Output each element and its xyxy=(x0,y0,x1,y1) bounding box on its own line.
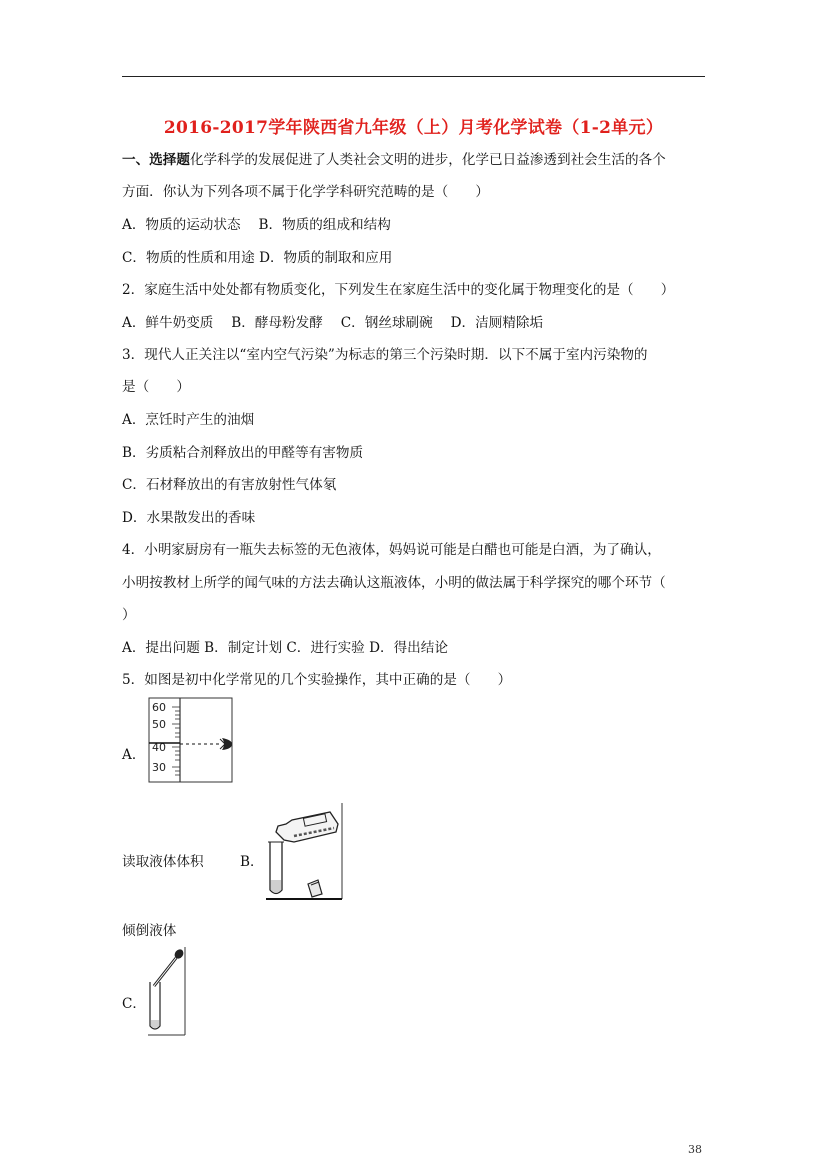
q1-line2: 方面．你认为下列各项不属于化学学科研究范畴的是（ ） xyxy=(122,184,490,200)
figure-c-label: C． xyxy=(122,996,146,1012)
header-rule xyxy=(122,76,705,77)
q4-line2: 小明按教材上所学的闻气味的方法去确认这瓶液体，小明的做法属于科学探究的哪个环节（ xyxy=(122,575,666,591)
q1-line1 xyxy=(122,151,666,169)
q2-stem: 2．家庭生活中处处都有物质变化，下列发生在家庭生活中的变化属于物理变化的是（ ） xyxy=(122,282,675,298)
q1-options-2: C．物质的性质和用途 D．物质的制取和应用 xyxy=(122,250,393,266)
q4-line1: 4．小明家厨房有一瓶失去标签的无色液体，妈妈说可能是白醋也可能是白酒，为了确认， xyxy=(122,542,661,558)
figure-b-label: B． xyxy=(240,854,264,870)
dropper-icon xyxy=(154,948,185,986)
bottle-stopper-icon xyxy=(308,880,322,897)
tick-label: 60 xyxy=(152,701,166,714)
page-title: 2016-2017学年陕西省九年级（上）月考化学试卷（1-2单元） xyxy=(163,118,664,138)
scale-ticks xyxy=(172,707,180,775)
q5-stem: 5．如图是初中化学常见的几个实验操作，其中正确的是（ ） xyxy=(122,672,512,688)
reagent-bottle-icon xyxy=(276,812,338,842)
test-tube-icon xyxy=(150,982,160,1029)
q3-line2: 是（ ） xyxy=(122,379,190,395)
pouring-liquid-figure xyxy=(264,802,348,902)
q4-options: A．提出问题 B．制定计划 C．进行实验 D．得出结论 xyxy=(122,640,448,656)
eye-icon xyxy=(220,738,232,750)
q4-line3: ） xyxy=(122,607,136,623)
q3-line1: 3．现代人正关注以“室内空气污染”为标志的第三个污染时期．以下不属于室内污染物的 xyxy=(122,347,648,363)
q3-option-d: D．水果散发出的香味 xyxy=(122,510,256,526)
q2-options: A．鲜牛奶变质 B．酵母粉发酵 C．钢丝球刷碗 D．洁厕精除垢 xyxy=(122,315,544,331)
figure-a-label: A． xyxy=(122,747,146,763)
figure-a-caption: 读取液体体积 xyxy=(122,854,204,870)
q1-options-1: A．物质的运动状态 B．物质的组成和结构 xyxy=(122,217,391,233)
tick-label: 40 xyxy=(152,741,166,754)
page-number: 38 xyxy=(688,1143,702,1156)
figure-b-caption: 倾倒液体 xyxy=(122,923,177,939)
tick-label: 50 xyxy=(152,718,166,731)
tick-label: 30 xyxy=(152,761,166,774)
q3-option-a: A．烹饪时产生的油烟 xyxy=(122,412,255,428)
q1-text: 化学科学的发展促进了人类社会文明的进步，化学已日益渗透到社会生活的各个 xyxy=(189,152,666,168)
dropper-figure xyxy=(146,946,188,1038)
q3-option-c: C．石材释放出的有害放射性气体氡 xyxy=(122,477,337,493)
cylinder-reading-figure xyxy=(146,696,236,784)
test-tube-icon xyxy=(268,842,284,894)
section-heading: 一、选择题 xyxy=(122,152,190,168)
q3-option-b: B．劣质粘合剂释放出的甲醛等有害物质 xyxy=(122,445,364,461)
